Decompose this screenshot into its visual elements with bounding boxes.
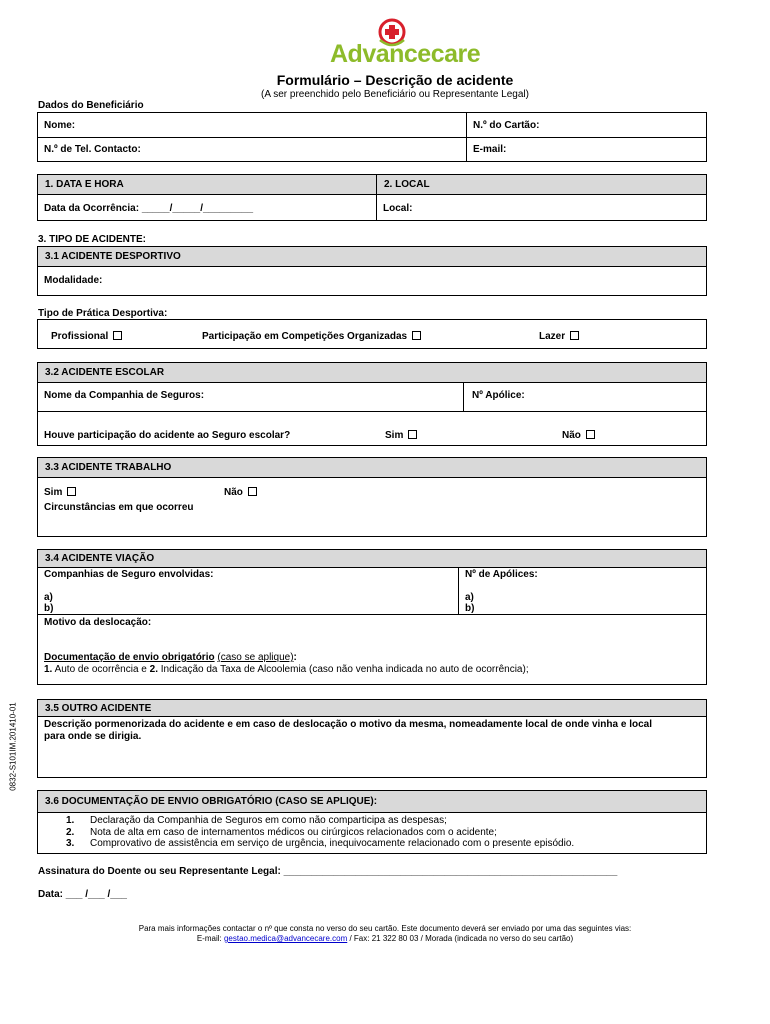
- road-policy-a: a): [465, 592, 474, 603]
- name-field[interactable]: Nome:: [44, 120, 76, 131]
- school-no-option[interactable]: Não: [562, 430, 595, 441]
- school-insurance-question: Houve participação do acidente ao Seguro escolar?: [44, 430, 291, 441]
- footer-info-line: Para mais informações contactar o nº que consta no verso do seu cartão. Este documento deverá ser enviado por uma das seguintes vias:: [138, 924, 632, 933]
- school-yes-checkbox[interactable]: [408, 430, 417, 439]
- signature-date-field[interactable]: Data: ___ /___ /___: [38, 889, 127, 900]
- doc-item: 1. Declaração da Companhia de Seguros em como não comparticipa as despesas;: [66, 815, 447, 826]
- document-code: 0832-S101IM.201410-01: [8, 702, 18, 791]
- mandatory-docs-header: 3.6 DOCUMENTAÇÃO DE ENVIO OBRIGATÓRIO (CASO SE APLIQUE):: [37, 790, 707, 813]
- beneficiary-section-label: Dados do Beneficiário: [38, 100, 144, 111]
- option-organized-competitions[interactable]: Participação em Competições Organizadas: [202, 331, 421, 342]
- school-policy-field[interactable]: Nº Apólice:: [472, 390, 525, 401]
- phone-field[interactable]: N.º de Tel. Contacto:: [44, 144, 141, 155]
- road-accident-header: 3.4 ACIDENTE VIAÇÃO: [37, 549, 707, 568]
- other-description-line1[interactable]: Descrição pormenorizada do acidente e em caso de deslocação o motivo da mesma, nomeadamente local de onde vinha e local: [44, 719, 652, 730]
- road-policy-b: b): [465, 603, 475, 614]
- mandatory-docs-list: [66, 815, 574, 850]
- form-subtitle: (A ser preenchido pelo Beneficiário ou Representante Legal): [261, 89, 529, 100]
- modality-field[interactable]: Modalidade:: [44, 275, 103, 286]
- road-insurer-b: b): [44, 603, 54, 614]
- school-accident-header: 3.2 ACIDENTE ESCOLAR: [37, 362, 707, 383]
- logo-text-advance: Advance: [330, 40, 431, 68]
- leisure-checkbox[interactable]: [570, 331, 579, 340]
- occurrence-date-field[interactable]: Data da Ocorrência: _____/_____/_________: [44, 203, 254, 214]
- contact-email-link[interactable]: gestao.medica@advancecare.com: [223, 934, 348, 943]
- work-circumstances-field[interactable]: Circunstâncias em que ocorreu: [44, 502, 194, 513]
- doc-item: 3. Comprovativo de assistência em serviço de urgência, inequivocamente relacionado com o presente episódio.: [66, 838, 575, 849]
- work-no-checkbox[interactable]: [248, 487, 257, 496]
- work-no-option[interactable]: Não: [224, 487, 257, 498]
- trip-reason-field[interactable]: Motivo da deslocação:: [44, 617, 152, 628]
- local-header: 2. LOCAL: [376, 174, 707, 195]
- road-insurer-a: a): [44, 592, 53, 603]
- road-docs-title: Documentação de envio obrigatório (caso se aplique):: [44, 652, 297, 663]
- option-leisure[interactable]: Lazer: [539, 331, 579, 342]
- option-professional[interactable]: Profissional: [51, 331, 122, 342]
- work-yes-checkbox[interactable]: [67, 487, 76, 496]
- logo-text-care: care: [430, 40, 481, 68]
- professional-checkbox[interactable]: [113, 331, 122, 340]
- other-accident-header: 3.5 OUTRO ACIDENTE: [37, 699, 707, 717]
- logo: [330, 18, 481, 68]
- accident-type-label: 3. TIPO DE ACIDENTE:: [38, 234, 146, 245]
- road-insurers-field[interactable]: Companhias de Seguro envolvidas:: [44, 569, 214, 580]
- school-insurer-field[interactable]: Nome da Companhia de Seguros:: [44, 390, 205, 401]
- form-title: Formulário – Descrição de acidente: [276, 72, 514, 88]
- other-description-line2: para onde se dirigia.: [44, 731, 142, 742]
- road-docs-list: 1. Auto de ocorrência e 2. Indicação da Taxa de Alcoolemia (caso não venha indicada no auto de ocorrência);: [44, 664, 529, 675]
- signature-field[interactable]: Assinatura do Doente ou seu Representante Legal: ____________________________________________________________: [38, 866, 618, 877]
- datetime-header: 1. DATA E HORA: [37, 174, 377, 195]
- road-policies-field[interactable]: Nº de Apólices:: [465, 569, 538, 580]
- work-accident-header: 3.3 ACIDENTE TRABALHO: [37, 457, 707, 478]
- footer-contact-line: E-mail: gestao.medica@advancecare.com / Fax: 21 322 80 03 / Morada (indicada no verso do seu cartão): [196, 934, 574, 943]
- work-yes-option[interactable]: Sim: [44, 487, 76, 498]
- school-no-checkbox[interactable]: [586, 430, 595, 439]
- organized-checkbox[interactable]: [412, 331, 421, 340]
- sport-accident-header: 3.1 ACIDENTE DESPORTIVO: [37, 246, 707, 267]
- email-field[interactable]: E-mail:: [473, 144, 507, 155]
- practice-type-label: Tipo de Prática Desportiva:: [38, 308, 168, 319]
- card-number-field[interactable]: N.º do Cartão:: [473, 120, 540, 131]
- doc-item: 2. Nota de alta em caso de internamentos médicos ou cirúrgicos relacionados com o acidente;: [66, 826, 497, 838]
- school-yes-option[interactable]: Sim: [385, 430, 417, 441]
- local-field[interactable]: Local:: [383, 203, 413, 214]
- sport-modality-box: [37, 266, 707, 296]
